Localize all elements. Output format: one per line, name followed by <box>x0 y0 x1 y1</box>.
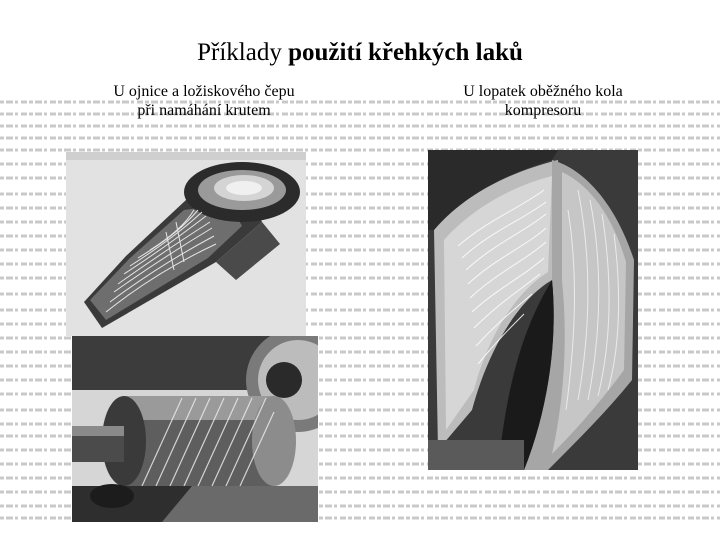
caption-right-line-2: kompresoru <box>504 102 582 119</box>
caption-left-line-2: při namáhání krutem <box>137 102 271 119</box>
caption-right <box>432 82 654 120</box>
page-title <box>0 38 720 68</box>
photo-connecting-rod <box>66 152 306 336</box>
photo-crankshaft-journal <box>72 336 318 522</box>
title-bold: použití křehkých laků <box>288 39 523 66</box>
caption-left-line-1: U ojnice a ložiskového čepu <box>113 83 295 100</box>
title-light: Příklady <box>197 39 289 66</box>
caption-left <box>90 82 318 120</box>
photo-compressor-impeller <box>428 150 638 470</box>
caption-right-line-1: U lopatek oběžného kola <box>463 83 623 100</box>
